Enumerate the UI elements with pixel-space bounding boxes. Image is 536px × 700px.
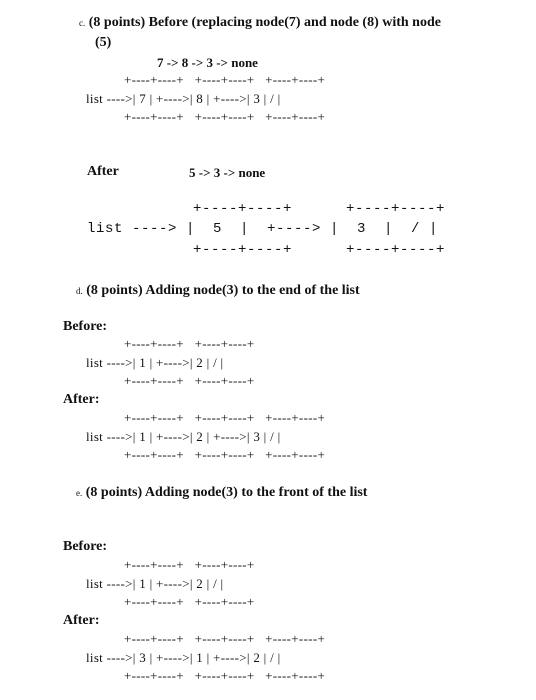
section-c-letter: c.	[79, 18, 86, 28]
section-c-before-sequence: 7 -> 8 -> 3 -> none	[157, 55, 258, 70]
section-e-before-label: Before:	[63, 539, 108, 554]
section-e-before-row: list ---->| 1 | +---->| 2 | / |	[86, 576, 224, 591]
section-c-before-bottom-border: +----+----+ +----+----+ +----+----+	[124, 109, 326, 124]
section-e-after-bottom-border: +----+----+ +----+----+ +----+----+	[124, 668, 326, 683]
section-c-before-row: list ---->| 7 | +---->| 8 | +---->| 3 | / |	[86, 91, 281, 106]
section-d-before-bottom-border: +----+----+ +----+----+	[124, 373, 255, 388]
section-e-letter: e.	[76, 488, 83, 498]
section-d-after-top-border: +----+----+ +----+----+ +----+----+	[124, 410, 326, 425]
section-d-heading	[76, 284, 360, 298]
section-e-heading-text: (8 points) Adding node(3) to the front of the list	[85, 485, 368, 500]
section-e-after-row: list ---->| 3 | +---->| 1 | +---->| 2 | / |	[86, 650, 281, 665]
section-d-before-top-border: +----+----+ +----+----+	[124, 336, 255, 351]
section-d-before-label: Before:	[63, 319, 108, 334]
section-c-before-top-border: +----+----+ +----+----+ +----+----+	[124, 72, 326, 87]
section-e-after-top-border: +----+----+ +----+----+ +----+----+	[124, 631, 326, 646]
section-e-before-top-border: +----+----+ +----+----+	[124, 557, 255, 572]
section-c-after-label: After	[87, 164, 119, 179]
section-c-heading-line2: (5)	[95, 35, 112, 50]
section-e-before-bottom-border: +----+----+ +----+----+	[124, 594, 255, 609]
section-d-letter: d.	[76, 286, 83, 296]
section-c-heading	[79, 16, 441, 30]
section-d-before-row: list ---->| 1 | +---->| 2 | / |	[86, 355, 224, 370]
section-e-heading	[76, 486, 367, 500]
section-d-after-bottom-border: +----+----+ +----+----+ +----+----+	[124, 447, 326, 462]
section-c-after-row: list ----> | 5 | +----> | 3 | / |	[87, 221, 439, 237]
section-e-after-label: After:	[63, 613, 100, 628]
section-c-heading-line1: (8 points) Before (replacing node(7) and node (8) with node	[88, 15, 441, 30]
section-c-after-sequence: 5 -> 3 -> none	[189, 165, 266, 180]
section-d-after-label: After:	[63, 392, 100, 407]
section-d-heading-text: (8 points) Adding node(3) to the end of the list	[86, 283, 360, 298]
section-d-after-row: list ---->| 1 | +---->| 2 | +---->| 3 | / |	[86, 429, 281, 444]
section-c-after-bottom-border: +----+----+ +----+----+	[193, 242, 446, 258]
section-c-after-top-border: +----+----+ +----+----+	[193, 201, 446, 217]
